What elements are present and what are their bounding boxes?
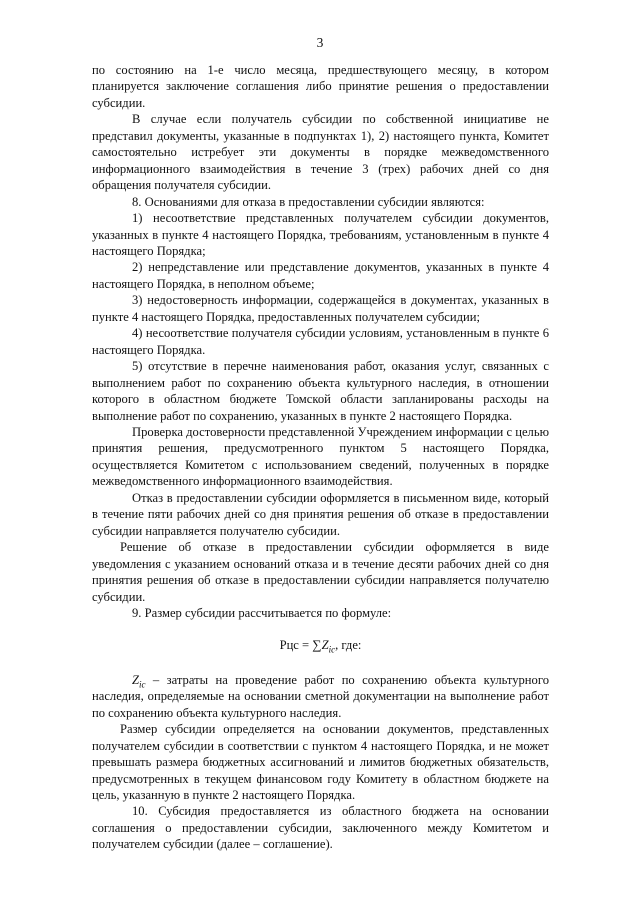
formula-lhs: Рцс = xyxy=(279,638,313,653)
paragraph: по состоянию на 1-е число месяца, предшествующего месяцу, в котором планируется заключение соглашения либо принятие решения о предоставлении субсидии. xyxy=(92,63,549,110)
list-item: 3) недостоверность информации, содержащейся в документах, указанных в пункте 4 настоящего Порядка, предоставленных получателем субсидии; xyxy=(92,293,549,324)
paragraph: Проверка достоверности представленной Учреждением информации с целью принятия решения, предусмотренного пунктом 5 настоящего Порядка, осуществляется Комитетом с использованием сведений, полученных в порядке межведомственного информационного взаимодействия. xyxy=(92,424,549,489)
paragraph: Решение об отказе в предоставлении субсидии оформляется в виде уведомления с указанием оснований отказа и в течение десяти рабочих дней со дня принятия решения об отказе в предоставлении субсидии направляется получателю субсидии. xyxy=(92,540,549,604)
formula-variable: Z xyxy=(321,638,329,653)
page-number: 3 xyxy=(316,35,324,50)
list-item: 2) непредставление или представление документов, указанных в пункте 4 настоящего Порядка, в неполном объеме; xyxy=(92,260,549,291)
paragraph: В случае если получатель субсидии по собственной инициативе не представил документы, указанные в подпунктах 1), 2) настоящего пункта, Комитет самостоятельно истребует эти документы в порядке межведомственного информационного взаимодействия в течение 3 (трех) рабочих дней со дня обращения получателя субсидии. xyxy=(92,112,549,193)
list-item: 4) несоответствие получателя субсидии условиям, установленным в пункте 6 настоящего Порядка. xyxy=(92,326,549,357)
definition-subscript: ic xyxy=(139,679,146,690)
paragraph: Размер субсидии определяется на основании документов, представленных получателем субсидии в соответствии с пунктом 4 настоящего Порядка, и не может превышать размера бюджетных ассигнований и лимитов бюджетных обязательств, предусмотренных в текущем финансовом году Комитету в областном бюджете на цель, указанную в пункте 2 настоящего Порядка. xyxy=(92,722,549,803)
paragraph: Отказ в предоставлении субсидии оформляется в письменном виде, который в течение пяти рабочих дней со дня принятия решения об отказе в предоставлении субсидии направляется получателю субсидии. xyxy=(92,490,549,538)
sum-symbol: ∑ xyxy=(312,637,322,653)
formula-subscript: ic xyxy=(328,644,336,655)
paragraph: 9. Размер субсидии рассчитывается по формуле: xyxy=(132,605,392,620)
list-item: 1) несоответствие представленных получателем субсидии документов, указанных в пункте 4 настоящего Порядка, требованиям, установленным в пункте 4 настоящего Порядка; xyxy=(92,211,549,258)
formula-tail: , где: xyxy=(335,638,362,653)
list-item: 5) отсутствие в перечне наименования работ, оказания услуг, связанных с выполнением работ по сохранению объекта культурного наследия, в отношении которого в областном бюджете Томской области запланированы расходы на выполнение работ по сохранению, указанных в пункте 2 настоящего Порядка. xyxy=(92,359,549,423)
definition-variable: Z xyxy=(132,672,140,687)
paragraph: 8. Основаниями для отказа в предоставлении субсидии являются: xyxy=(132,194,485,209)
formula-definition xyxy=(92,672,549,721)
definition-text: – затраты на проведение работ по сохранению объекта культурного наследия, определяемые на основании сметной документации на выполнение работ по сохранению объекта культурного наследия. xyxy=(92,672,549,720)
subsidy-formula xyxy=(92,637,549,653)
paragraph: 10. Субсидия предоставляется из областного бюджета на основании соглашения о предоставлении субсидии, заключенного между Комитетом и получателем субсидии (далее – соглашение). xyxy=(92,804,549,852)
document-body xyxy=(92,62,549,853)
